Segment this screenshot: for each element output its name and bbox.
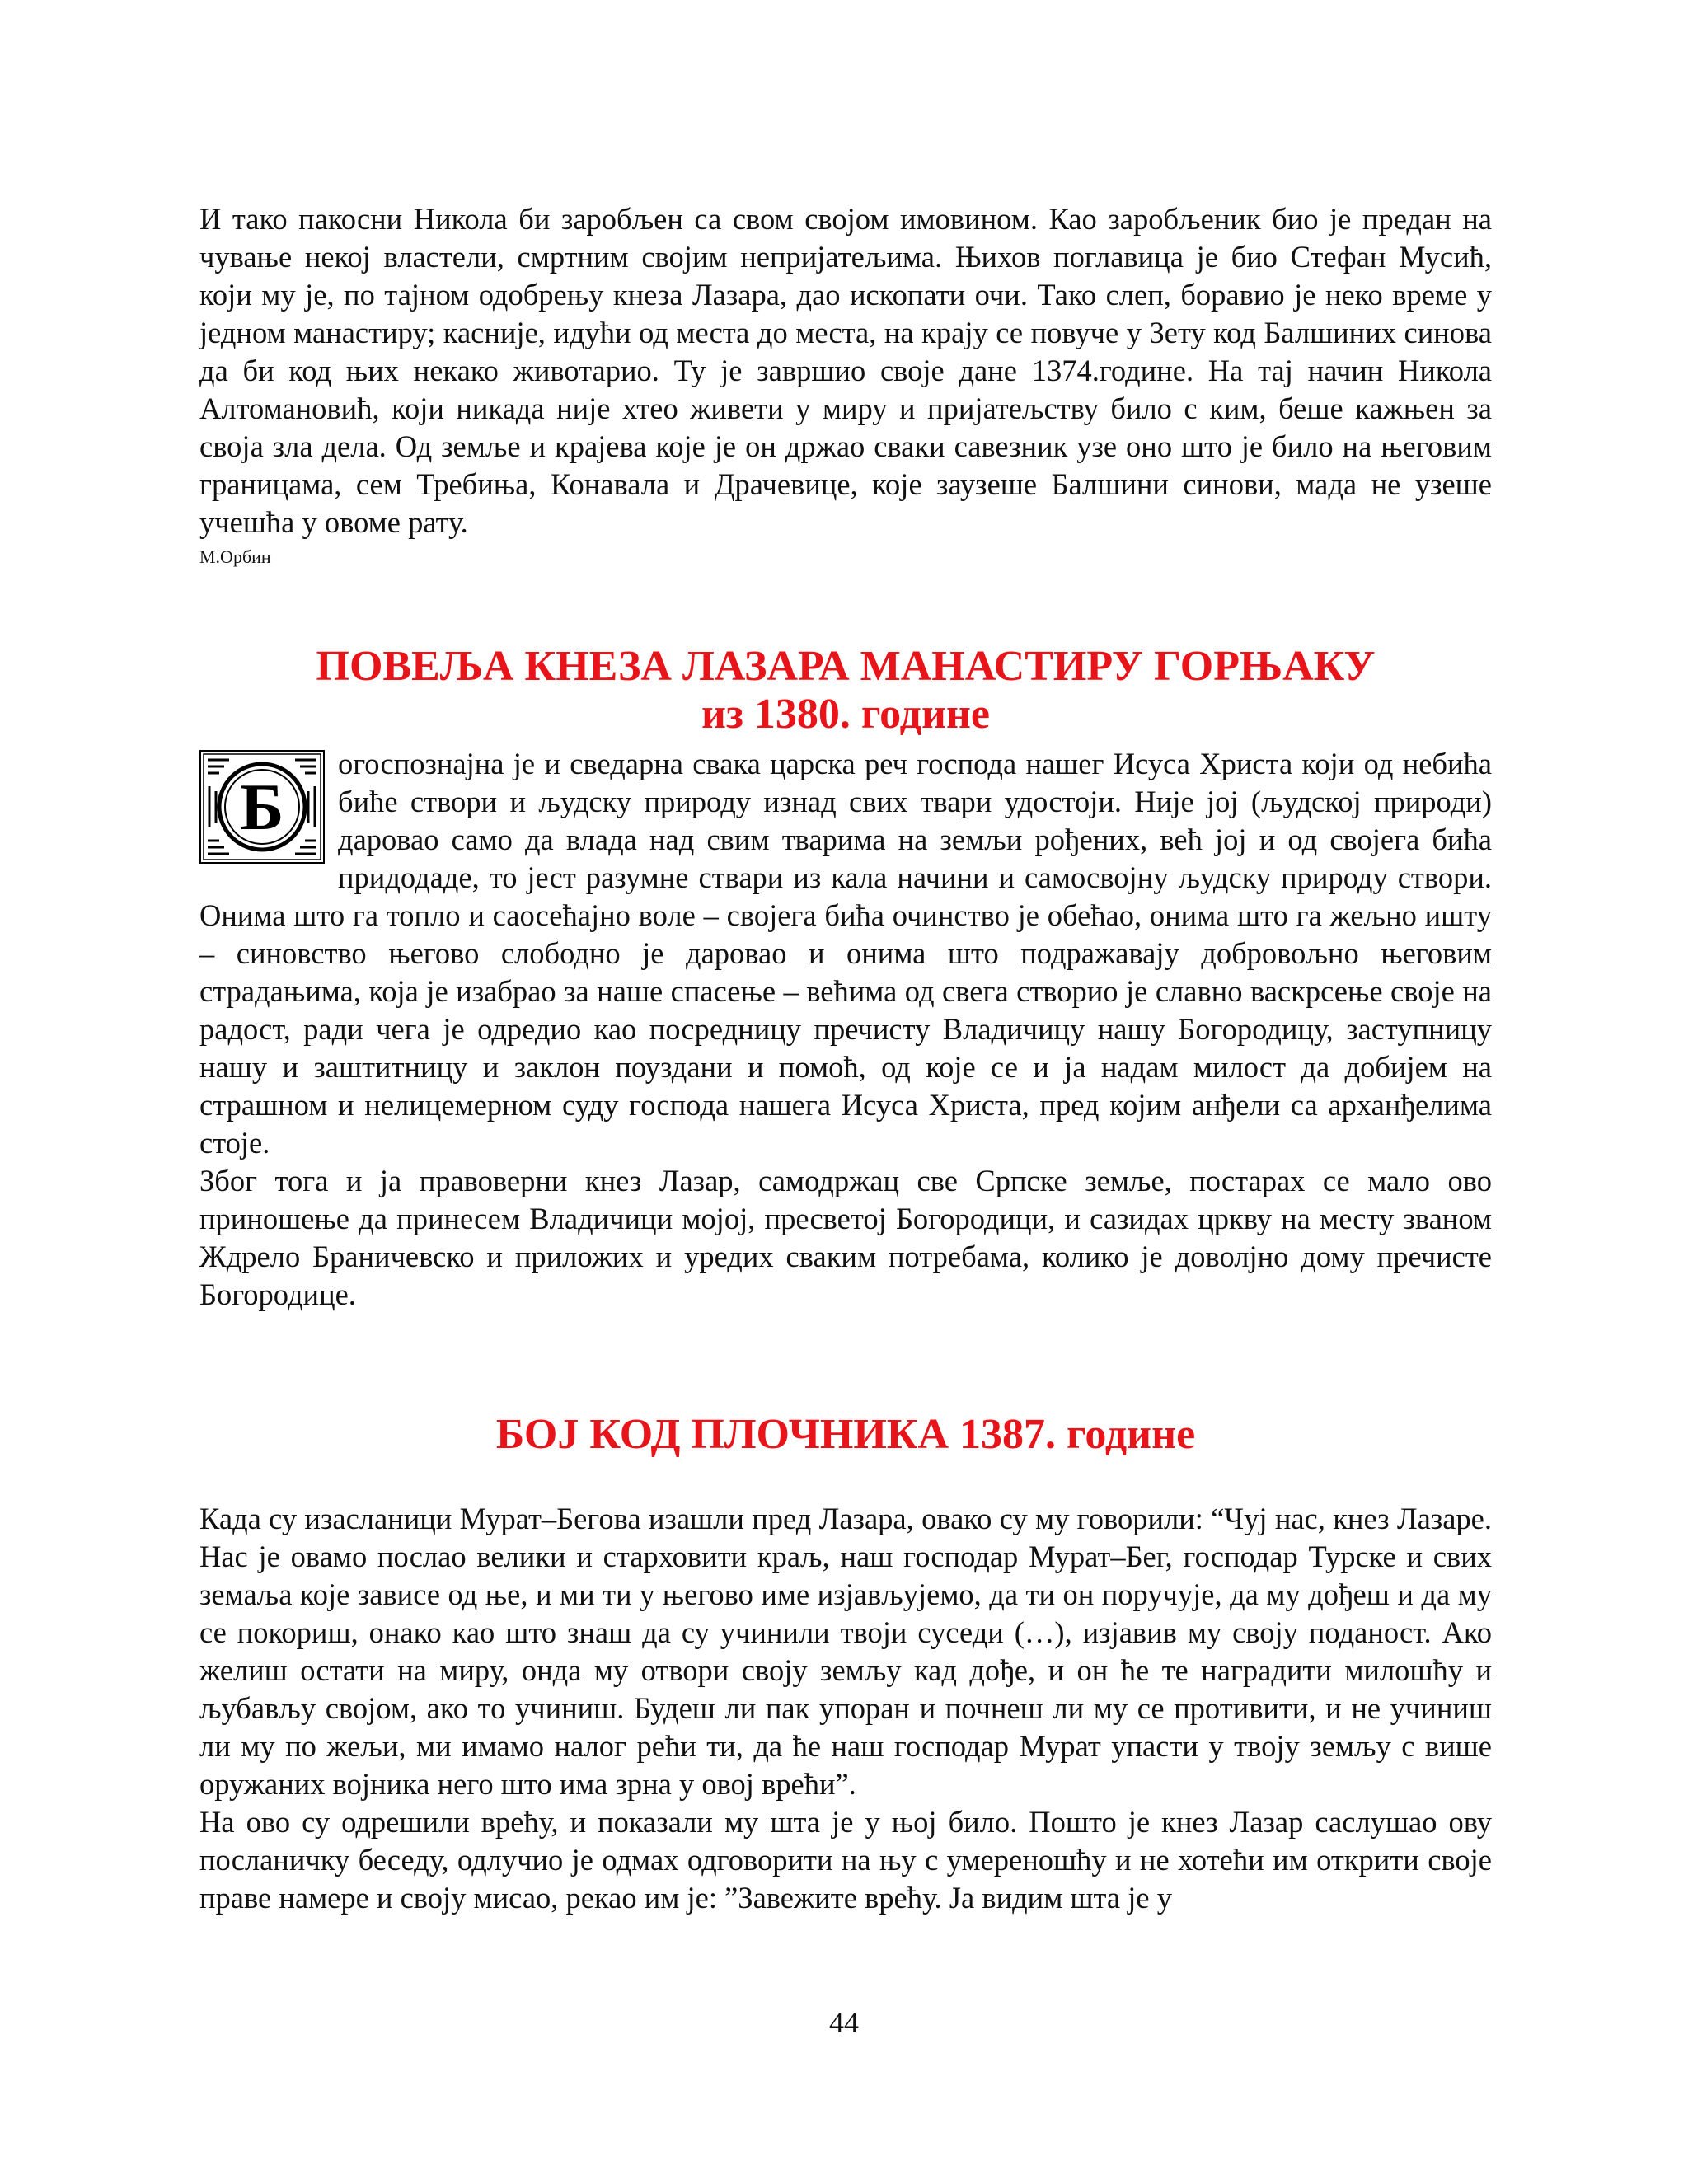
charter-title xyxy=(199,643,1492,738)
charter-title-line1: ПОВЕЉА КНЕЗА ЛАЗАРА МАНАСТИРУ ГОРЊАКУ xyxy=(316,643,1376,690)
page-number: 44 xyxy=(829,2006,859,2039)
intro-paragraph: И тако пакосни Никола би заробљен са свом својом имовином. Као заробљеник био је предан на чување некој властели, смртним својим непријатељима. Њихов поглавица је био Стефан Мусић, који му је, по тајном одобрењу кнеза Лазара, дао ископати очи. Тако слеп, боравио је неко време у једном манастиру; касније, идући од места до места, на крају се повуче у Зету код Балшиних синова да би код њих некако животарио. Ту је завршио своје дане 1374.године. На тај начин Никола Алтомановић, који никада није хтео живети у миру и пријатељству било с ким, беше кажњен за своја зла дела. Од земље и крајева које је он држао сваки савезник узе оно што је било на његовим границама, сем Требиња, Конавала и Драчевице, које заузеше Балшини синови, мада не узеше учешћа у овоме рату. xyxy=(199,202,1492,539)
battle-paragraph-1: Када су изасланици Мурат–Бегова изашли пред Лазара, овако су му говорили: “Чуј нас, кнез Лазаре. Нас је овамо послао велики и старховити краљ, наш господар Мурат–Бег, господар Турске и свих земаља које зависе од ње, и ми ти у његово име изјављујемо, да ти он поручује, да му дођеш и да му се покориш, онако као што знаш да су учинили твоји суседи (…), изјавив му своју поданост. Ако желиш остати на миру, онда му отвори своју земљу кад дође, и он ће те наградити милошћу и љубављу својом, ако то учиниш. Будеш ли пак упоран и почнеш ли му се противити, и не учиниш ли му по жељи, ми имамо налог рећи ти, да ће наш господар Мурат упасти у твоју земљу с више оружаних војника него што има зрна у овој врећи”. xyxy=(199,1502,1492,1801)
source-attribution: М.Орбин xyxy=(199,546,271,567)
charter-paragraph-2: Због тога и ја правоверни кнез Лазар, самодржац све Српске земље, постарах се мало ово приношење да принесем Владичици мојој, пресветој Богородици, и сазидах цркву на месту званом Ждрело Браничевско и приложих и уредих сваким потребама, колико је доволјно дому пречисте Богородице. xyxy=(199,1164,1492,1311)
drop-cap-ornament-icon xyxy=(199,750,325,864)
charter-section xyxy=(199,643,1492,1314)
intro-section xyxy=(199,200,1492,569)
charter-paragraph-1: огоспознајна је и сведарна свака царска реч господа нашег Исуса Христа који од небића биће створи и људску природу изнад свих твари удостоји. Није јој (људској природи) даровао само да влада над свим тварима на земљи рођених, већ јој и од својега бића придодаде, то јест разумне ствари из кала начини и самосвојну људску природу створи. Онима што га топло и саосећајно воле – својега бића очинство је обећао, онима што га жељно ишту – синовство његово слободно је даровао и онима што подражавају добровољно његовим страдањима, која је изабрао за наше спасење – већима од свега створио је славно васкрсење своје на радост, ради чега је одредио као посредницу пречисту Владичицу нашу Богородицу, заступницу нашу и заштитницу и заклон поуздани и помоћ, од које се и ја надам милост да добијем на страшном и нелицемерном суду господа нашега Исуса Христа, пред којим анђели са арханђелима стоје. xyxy=(199,747,1492,1160)
ornamental-drop-cap xyxy=(199,750,325,864)
battle-section xyxy=(199,1411,1492,1917)
battle-paragraph-2: На ово су одрешили врећу, и показали му шта је у њој било. Пошто је кнез Лазар саслушао ову посланичку беседу, одлучио је одмах одговорити на њу с умереношћу и не хотећи им открити своје праве намере и своју мисао, рекао им је: ”Завежите врећу. Ја видим шта је у xyxy=(199,1805,1492,1915)
drop-cap-letter: Б xyxy=(240,771,284,844)
battle-title: БОЈ КОД ПЛОЧНИКА 1387. године xyxy=(495,1411,1196,1458)
charter-title-line2: из 1380. године xyxy=(701,691,990,738)
